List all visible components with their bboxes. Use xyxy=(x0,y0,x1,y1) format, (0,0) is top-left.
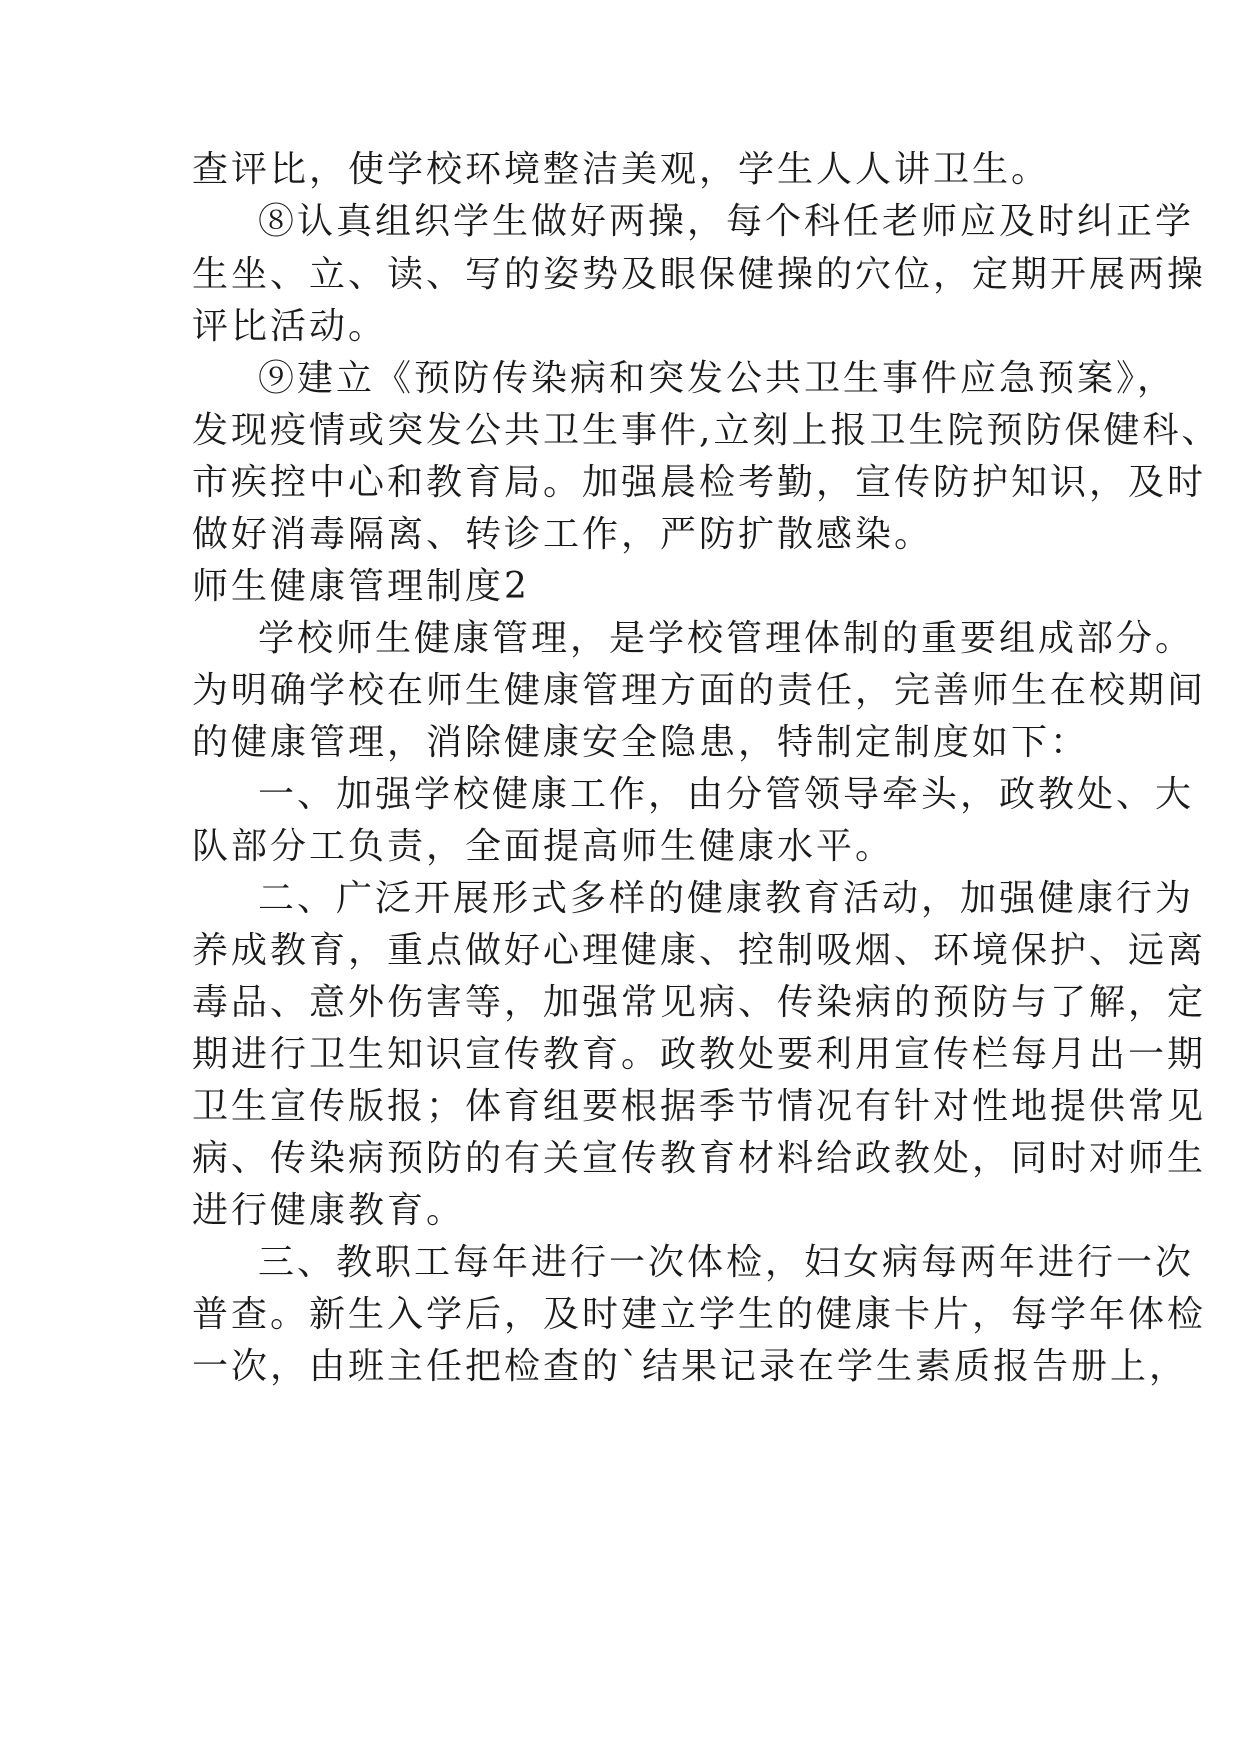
text-line: 卫生宣传版报；体育组要根据季节情况有针对性地提供常见 xyxy=(192,1086,1207,1127)
section-heading: 师生健康管理制度2 xyxy=(192,566,530,607)
text-line: 三、教职工每年进行一次体检，妇女病每两年进行一次 xyxy=(258,1242,1195,1283)
text-line: 市疾控中心和教育局。加强晨检考勤，宣传防护知识，及时 xyxy=(192,462,1207,503)
text-line: 做好消毒隔离、转诊工作，严防扩散感染。 xyxy=(192,514,934,555)
text-line: 的健康管理，消除健康安全隐患，特制定制度如下： xyxy=(192,722,1090,763)
text-line: 病、传染病预防的有关宣传教育材料给政教处，同时对师生 xyxy=(192,1138,1207,1179)
text-line: 普查。新生入学后，及时建立学生的健康卡片，每学年体检 xyxy=(192,1294,1207,1335)
text-line: 一、加强学校健康工作，由分管领导牵头，政教处、大 xyxy=(258,774,1195,815)
text-line: 队部分工负责，全面提高师生健康水平。 xyxy=(192,826,895,867)
text-line: 期进行卫生知识宣传教育。政教处要利用宣传栏每月出一期 xyxy=(192,1034,1207,1075)
text-line: 毒品、意外伤害等，加强常见病、传染病的预防与了解，定 xyxy=(192,982,1207,1023)
text-line: 为明确学校在师生健康管理方面的责任，完善师生在校期间 xyxy=(192,670,1207,711)
text-line: 一次，由班主任把检查的`结果记录在学生素质报告册上， xyxy=(192,1346,1189,1387)
text-line: 二、广泛开展形式多样的健康教育活动，加强健康行为 xyxy=(258,878,1195,919)
text-line: 生坐、立、读、写的姿势及眼保健操的穴位，定期开展两操 xyxy=(192,254,1207,295)
text-line: ⑧认真组织学生做好两操，每个科任老师应及时纠正学 xyxy=(258,201,1195,242)
text-line: 学校师生健康管理，是学校管理体制的重要组成部分。 xyxy=(258,618,1195,659)
text-line: 养成教育，重点做好心理健康、控制吸烟、环境保护、远离 xyxy=(192,930,1207,971)
text-line: 评比活动。 xyxy=(192,306,388,347)
text-line: 发现疫情或突发公共卫生事件,立刻上报卫生院预防保健科、 xyxy=(192,410,1221,451)
text-line: ⑨建立《预防传染病和突发公共卫生事件应急预案》， xyxy=(258,358,1177,399)
text-line: 查评比，使学校环境整洁美观，学生人人讲卫生。 xyxy=(192,149,1051,190)
text-line: 进行健康教育。 xyxy=(192,1190,466,1231)
